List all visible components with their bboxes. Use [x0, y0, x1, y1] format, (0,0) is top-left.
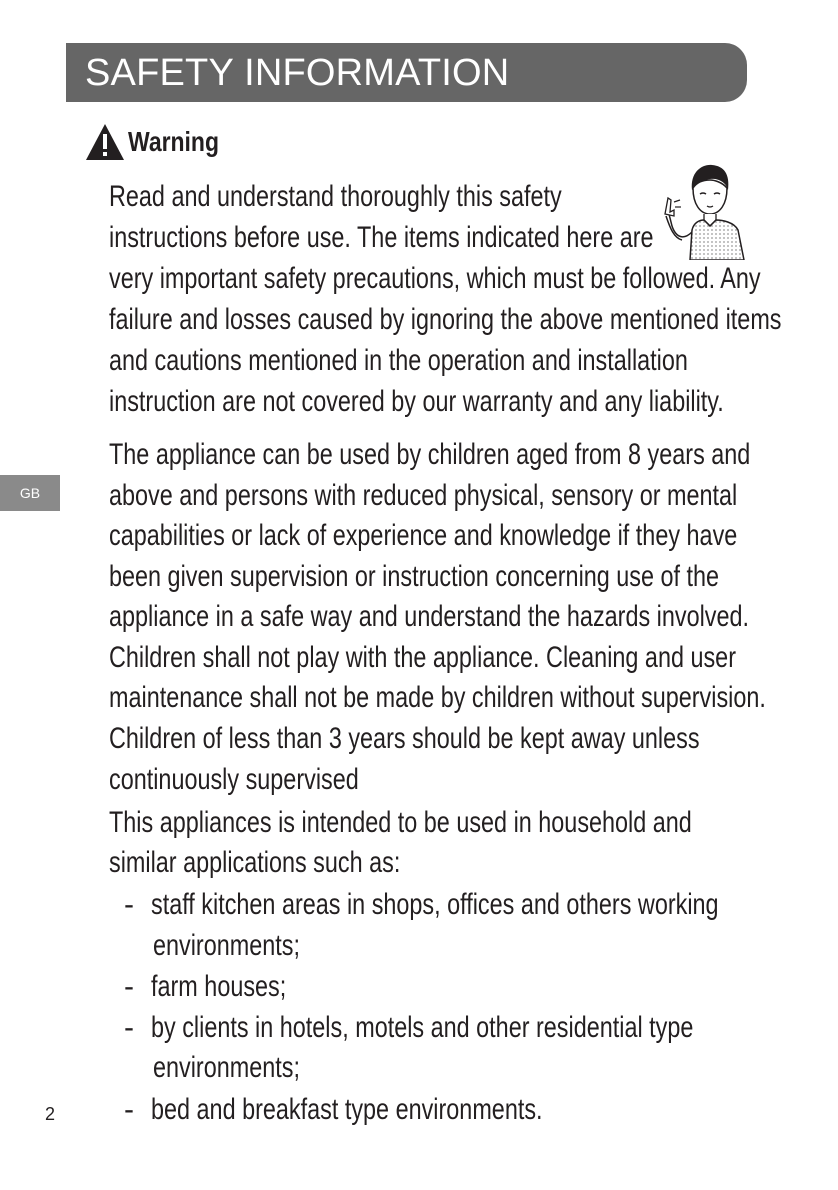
bullet-dash: - [124, 1011, 134, 1044]
list-item: farm houses; [151, 970, 287, 1003]
intro-line: Read and understand thoroughly this safety [109, 180, 562, 213]
page-number: 2 [45, 1104, 56, 1124]
body-line: Children shall not play with the appliance. Cleaning and user [109, 641, 736, 674]
list-item: by clients in hotels, motels and other residential type [151, 1011, 694, 1044]
body-line: This appliances is intended to be used in household and [109, 806, 692, 839]
intro-line: very important safety precautions, which must be followed. Any [109, 262, 761, 295]
bullet-dash: - [124, 1093, 134, 1126]
list-item: staff kitchen areas in shops, offices and others working [151, 888, 719, 921]
body-line: Children of less than 3 years should be kept away unless [109, 722, 700, 755]
body-line: capabilities or lack of experience and knowledge if they have [109, 519, 738, 552]
warning-triangle-icon [85, 123, 125, 161]
body-line: similar applications such as: [109, 846, 401, 879]
intro-line: failure and losses caused by ignoring the above mentioned items [109, 303, 782, 336]
section-header [66, 43, 747, 102]
body-line: The appliance can be used by children aged from 8 years and [109, 438, 751, 471]
warning-heading [85, 120, 239, 164]
list-item-continuation: environments; [153, 1051, 300, 1084]
bullet-dash: - [124, 888, 134, 921]
body-line: continuously supervised [109, 763, 359, 796]
language-tab: GB [0, 475, 60, 511]
warning-label: Warning [128, 126, 219, 157]
person-pointing-illustration [662, 160, 748, 260]
body-line: been given supervision or instruction concerning use of the [109, 560, 720, 593]
bullet-dash: - [124, 970, 134, 1003]
body-line: appliance in a safe way and understand the hazards involved. [109, 600, 750, 633]
body-line: maintenance shall not be made by children without supervision. [109, 681, 766, 714]
body-line: above and persons with reduced physical, sensory or mental [109, 479, 738, 512]
intro-line: instructions before use. The items indicated here are [109, 221, 654, 254]
intro-line: instruction are not covered by our warranty and any liability. [109, 385, 724, 418]
page-title: SAFETY INFORMATION [85, 52, 510, 94]
intro-line: and cautions mentioned in the operation and installation [109, 344, 688, 377]
list-item: bed and breakfast type environments. [151, 1093, 543, 1126]
list-item-continuation: environments; [153, 929, 300, 962]
